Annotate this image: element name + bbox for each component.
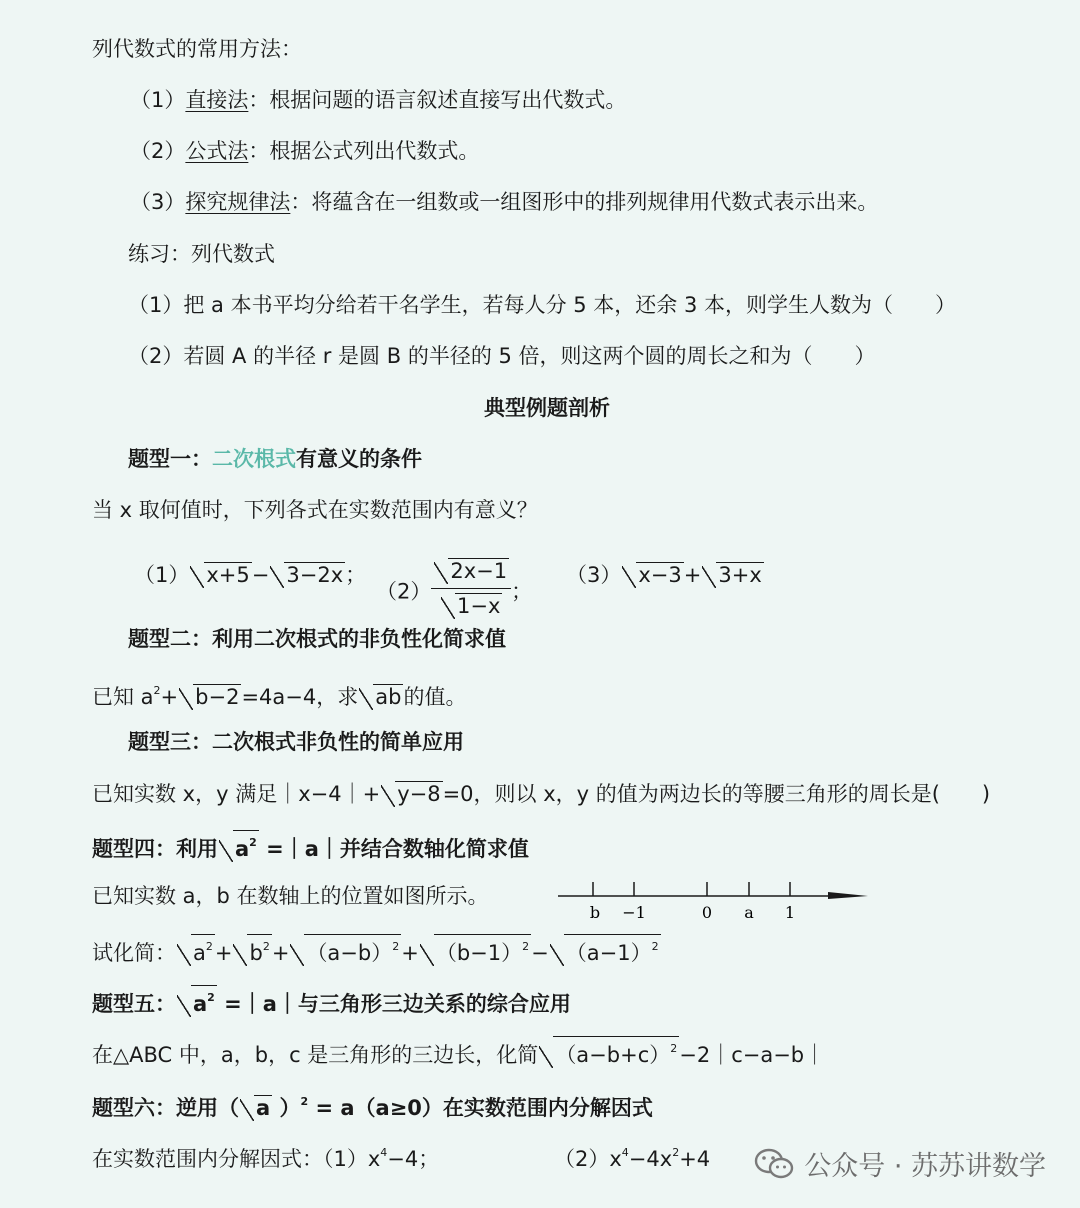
watermark [754, 1144, 1046, 1183]
radicand-text: （a−b+c） [555, 1043, 671, 1067]
radicand: a [256, 1096, 271, 1120]
exponent: 4 [380, 1146, 388, 1159]
text: 已知实数 x，y 满足｜x−4｜+ [92, 782, 381, 806]
method-name: 探究规律法 [185, 190, 291, 214]
radical [434, 556, 509, 586]
text: ） [272, 1096, 301, 1120]
text: 试化简： [92, 941, 176, 965]
radicand-text: （a−b） [306, 941, 393, 965]
operator: + [271, 941, 290, 965]
methods-heading: 列代数式的常用方法： [92, 37, 302, 61]
exponent: 2 [522, 940, 530, 953]
radicand: x−3 [638, 563, 682, 587]
type1-item-1 [134, 560, 366, 590]
radicand: ab [375, 685, 402, 709]
radicand [304, 934, 401, 965]
method-formula [130, 136, 479, 166]
radical [270, 560, 345, 590]
axis-label-zero: 0 [701, 903, 713, 922]
method-pattern [130, 187, 878, 217]
type-highlight-link[interactable]: 二次根式 [212, 447, 296, 471]
text: 已知 a [92, 685, 154, 709]
radicand: 3+x [718, 563, 762, 587]
radical [550, 934, 661, 968]
radicand-text: a [193, 992, 208, 1016]
radicand-text: a [235, 837, 250, 861]
text: =｜a｜与三角形三边关系的综合应用 [216, 992, 571, 1016]
type4-simplify [92, 934, 661, 968]
type-prefix: 题型一： [128, 447, 212, 471]
type6-title [92, 1087, 653, 1123]
radicand: 2x−1 [450, 559, 508, 583]
operator: + [160, 685, 179, 709]
axis-label-minus1: −1 [622, 903, 646, 922]
operator: + [401, 941, 419, 965]
radicand [191, 934, 215, 965]
exponent: 2 [153, 684, 161, 697]
method-index: （2） [130, 139, 186, 163]
item-index: （2） [376, 579, 432, 604]
exponent: 2 [205, 940, 213, 953]
radicand-text: （a−1） [565, 941, 652, 965]
exponent: 2 [262, 940, 270, 953]
radical [290, 934, 401, 968]
text: +4 [679, 1147, 711, 1171]
radical [179, 682, 241, 712]
exponent: 4 [621, 1146, 629, 1159]
text: 在实数范围内分解因式：（1）x [92, 1147, 381, 1171]
denominator [431, 589, 511, 621]
radical [622, 560, 683, 590]
number-line-diagram [558, 872, 868, 922]
radical [381, 779, 442, 809]
exponent: 2 [249, 836, 257, 849]
radicand-text: a [193, 941, 206, 965]
radicand: x+5 [206, 563, 250, 587]
axis-arrow [828, 892, 868, 899]
text: −4x [628, 1147, 673, 1171]
item-index: （1） [134, 563, 190, 587]
radicand: y−8 [397, 782, 441, 806]
watermark-text: 公众号 · 苏苏讲数学 [804, 1151, 1046, 1182]
item-index: （3） [566, 563, 622, 587]
radicand [191, 985, 217, 1016]
method-name: 公式法 [185, 139, 249, 163]
exponent: 2 [392, 940, 400, 953]
type6-question-1 [92, 1138, 439, 1174]
axis-label-a: a [744, 903, 754, 922]
type3-title: 题型三：二次根式非负性的简单应用 [128, 730, 464, 754]
practice-item-2: （2）若圆 A 的半径 r 是圆 B 的半径的 5 倍，则这两个圆的周长之和为（ ） [128, 344, 876, 368]
radicand [233, 830, 259, 861]
radicand-text: （b−1） [435, 941, 523, 965]
radical [233, 934, 271, 968]
section-title: 典型例题剖析 [484, 396, 610, 420]
operator: − [251, 563, 270, 587]
radicand [247, 934, 271, 965]
radical [240, 1093, 272, 1123]
radical [190, 560, 251, 590]
radicand: 1−x [457, 594, 501, 618]
text: 题型六：逆用（ [92, 1096, 239, 1120]
type5-title [92, 985, 571, 1019]
punctuation: ； [511, 579, 533, 604]
radical [177, 985, 217, 1019]
method-desc: ：根据公式列出代数式。 [248, 139, 480, 163]
wechat-icon [754, 1147, 794, 1181]
method-desc: ：将蕴含在一组数或一组图形中的排列规律用代数式表示出来。 [290, 190, 879, 214]
operator: + [214, 941, 233, 965]
text: 的值。 [403, 685, 467, 709]
type2-question [92, 676, 466, 712]
method-name: 直接法 [185, 88, 249, 112]
axis-label-one: 1 [784, 903, 796, 922]
radicand: b−2 [195, 685, 240, 709]
method-index: （1） [130, 88, 186, 112]
radical [420, 934, 531, 968]
radical [702, 560, 763, 590]
type-suffix: 有意义的条件 [296, 447, 422, 471]
exponent: 2 [300, 1095, 309, 1108]
exponent: 2 [670, 1042, 678, 1055]
radical [441, 591, 502, 621]
exponent: 2 [207, 991, 215, 1004]
radicand [434, 934, 531, 965]
type2-title: 题型二：利用二次根式的非负性化简求值 [128, 627, 506, 651]
type1-title [128, 444, 422, 474]
radicand: 3−2x [286, 563, 344, 587]
operator: + [683, 563, 702, 587]
text: 在△ABC 中，a，b，c 是三角形的三边长，化简 [92, 1043, 539, 1067]
text: 题型四：利用 [92, 837, 218, 861]
radical [539, 1036, 679, 1070]
axis-label-b: b [589, 903, 601, 922]
text: （2）x [554, 1147, 622, 1171]
exponent: 2 [651, 940, 659, 953]
type1-item-3 [566, 560, 764, 590]
operator: − [531, 941, 549, 965]
radical [359, 682, 403, 712]
text: =｜a｜并结合数轴化简求值 [258, 837, 529, 861]
fraction [431, 556, 511, 621]
type1-question: 当 x 取何值时，下列各式在实数范围内有意义？ [92, 498, 538, 522]
method-direct [130, 85, 626, 115]
type6-question-2 [554, 1138, 710, 1174]
punctuation: ； [345, 563, 367, 587]
method-index: （3） [130, 190, 186, 214]
numerator [431, 556, 511, 589]
text: −2｜c−a−b｜ [679, 1043, 826, 1067]
radicand [564, 934, 661, 965]
type5-question [92, 1036, 825, 1070]
text: = a（a≥0）在实数范围内分解因式 [308, 1096, 653, 1120]
practice-item-1: （1）把 a 本书平均分给若干名学生，若每人分 5 本，还余 3 本，则学生人数为（ ） [128, 293, 956, 317]
radicand-text: b [249, 941, 263, 965]
radical [219, 830, 259, 864]
type4-title [92, 830, 529, 864]
text: −4； [387, 1147, 440, 1171]
type3-question [92, 779, 990, 809]
text: =4a−4，求 [241, 685, 359, 709]
text: 题型五： [92, 992, 176, 1016]
radical [177, 934, 215, 968]
type1-item-2 [376, 560, 532, 625]
text: =0，则以 x，y 的值为两边长的等腰三角形的周长是( ) [442, 782, 991, 806]
type4-question: 已知实数 a，b 在数轴上的位置如图所示。 [92, 884, 489, 908]
practice-title: 练习：列代数式 [128, 242, 275, 266]
method-desc: ：根据问题的语言叙述直接写出代数式。 [248, 88, 627, 112]
exponent: 2 [672, 1146, 680, 1159]
radicand [553, 1036, 679, 1067]
